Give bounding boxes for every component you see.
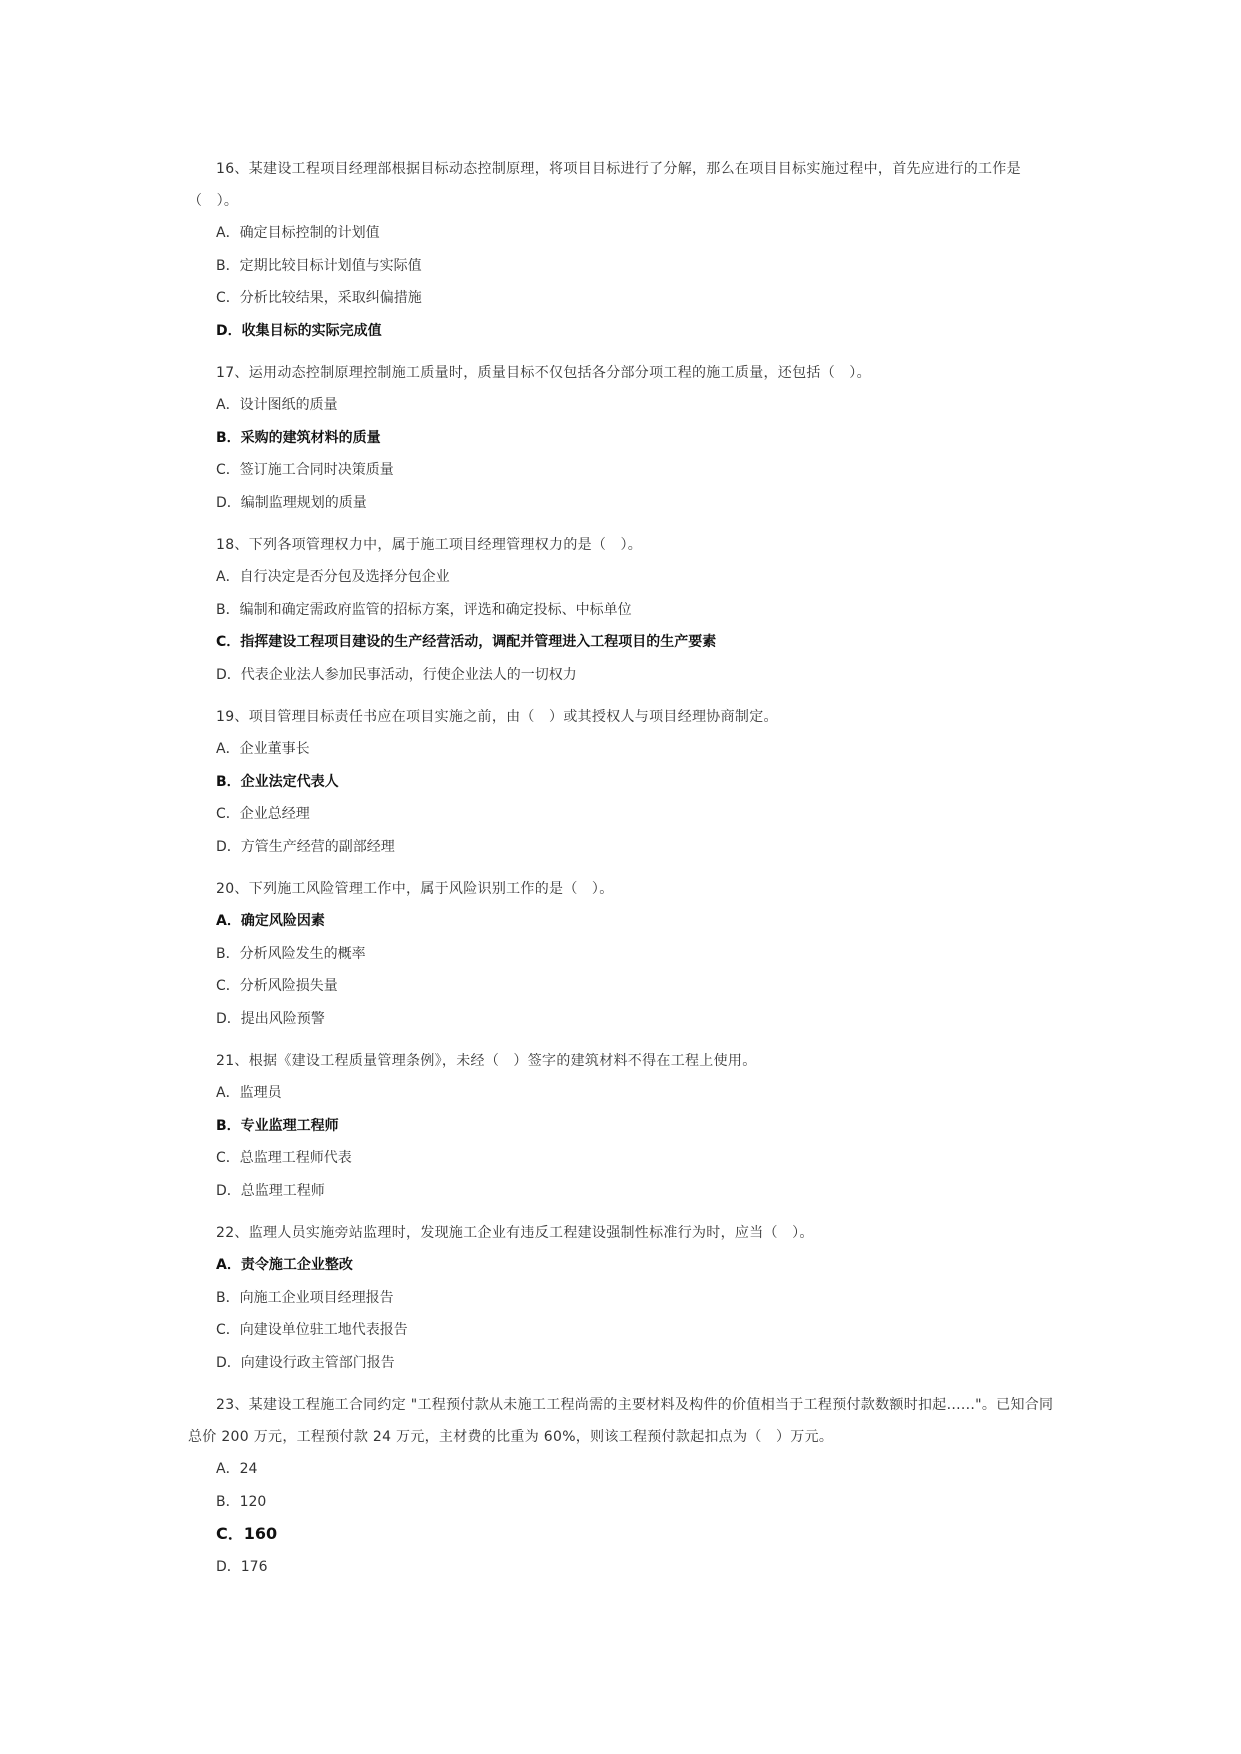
option-b: B．向施工企业项目经理报告 (216, 1289, 394, 1306)
question-stem: 19、项目管理目标责任书应在项目实施之前，由（ ）或其授权人与项目经理协商制定。 (216, 709, 778, 725)
option-a: A．监理员 (216, 1085, 282, 1101)
option-a-answer: A．确定风险因素 (216, 913, 325, 929)
option-c: C．向建设单位驻工地代表报告 (216, 1322, 408, 1338)
question-stem: 21、根据《建设工程质量管理条例》，未经（ ）签字的建筑材料不得在工程上使用。 (216, 1053, 757, 1069)
option-b: B．120 (216, 1493, 267, 1510)
option-d: D．提出风险预警 (216, 1010, 325, 1027)
option-b-answer: B．专业监理工程师 (216, 1117, 339, 1134)
option-a: A．设计图纸的质量 (216, 397, 338, 413)
option-d: D．方管生产经营的副部经理 (216, 838, 395, 855)
question-19 (188, 701, 1058, 863)
question-23 (188, 1389, 1058, 1583)
option-b: B．分析风险发生的概率 (216, 945, 366, 962)
question-list (188, 153, 1058, 1583)
option-d: D．代表企业法人参加民事活动，行使企业法人的一切权力 (216, 666, 577, 683)
option-d: D．向建设行政主管部门报告 (216, 1354, 395, 1371)
question-stem: 20、下列施工风险管理工作中，属于风险识别工作的是（ ）。 (216, 881, 614, 897)
option-b-answer: B．采购的建筑材料的质量 (216, 429, 381, 446)
option-d: D．176 (216, 1558, 268, 1575)
option-d-answer: D．收集目标的实际完成值 (216, 322, 382, 339)
question-16 (188, 153, 1058, 347)
option-a: A．24 (216, 1461, 258, 1477)
question-stem: 22、监理人员实施旁站监理时，发现施工企业有违反工程建设强制性标准行为时，应当（ ）。 (216, 1225, 814, 1241)
option-a: A．企业董事长 (216, 741, 310, 757)
question-stem: 18、下列各项管理权力中，属于施工项目经理管理权力的是（ ）。 (216, 537, 643, 553)
option-c: C．企业总经理 (216, 806, 310, 822)
option-b: B．定期比较目标计划值与实际值 (216, 257, 422, 274)
question-21 (188, 1045, 1058, 1207)
question-20 (188, 873, 1058, 1035)
question-17 (188, 357, 1058, 519)
option-c: C．总监理工程师代表 (216, 1150, 352, 1166)
option-b-answer: B．企业法定代表人 (216, 773, 339, 790)
option-a: A．确定目标控制的计划值 (216, 225, 380, 241)
option-a: A．自行决定是否分包及选择分包企业 (216, 569, 450, 585)
option-d: D．总监理工程师 (216, 1182, 325, 1199)
option-b: B．编制和确定需政府监管的招标方案，评选和确定投标、中标单位 (216, 601, 632, 618)
option-c-answer: C．160 (216, 1524, 278, 1543)
question-22 (188, 1217, 1058, 1379)
option-c: C．分析风险损失量 (216, 978, 338, 994)
option-c-answer: C．指挥建设工程项目建设的生产经营活动，调配并管理进入工程项目的生产要素 (216, 634, 717, 650)
question-18 (188, 529, 1058, 691)
option-a-answer: A．责令施工企业整改 (216, 1257, 353, 1273)
option-c: C．签订施工合同时决策质量 (216, 462, 394, 478)
question-stem: 17、运用动态控制原理控制施工质量时，质量目标不仅包括各分部分项工程的施工质量，还包括（ ）。 (216, 365, 871, 381)
option-d: D．编制监理规划的质量 (216, 494, 367, 511)
option-c: C．分析比较结果，采取纠偏措施 (216, 290, 422, 306)
question-stem: 23、某建设工程施工合同约定 "工程预付款从未施工工程尚需的主要材料及构件的价值相当于工程预付款数额时扣起......"。已知合同总价 200 万元，工程预付款 24 万元，主材费的比重为 60%，则该工程预付款起扣点为（ ）万元。 (188, 1397, 1054, 1445)
question-stem: 16、某建设工程项目经理部根据目标动态控制原理，将项目目标进行了分解，那么在项目目标实施过程中，首先应进行的工作是（ ）。 (188, 161, 1021, 209)
